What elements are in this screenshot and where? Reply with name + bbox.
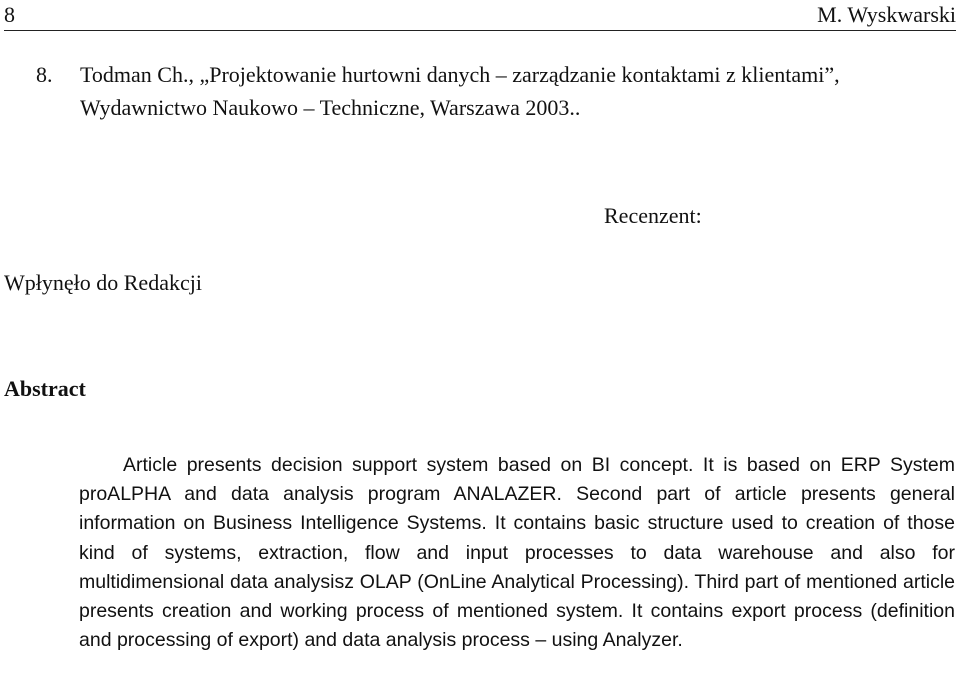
running-header bbox=[4, 0, 956, 31]
abstract-heading: Abstract bbox=[4, 376, 86, 401]
reference-line-1: Todman Ch., „Projektowanie hurtowni danych – zarządzanie kontaktami z klientami”, bbox=[80, 62, 840, 87]
reference-number: 8. bbox=[36, 62, 53, 87]
abstract-text: Article presents decision support system based on BI concept. It is based on ERP System proALPHA and data analysis program ANALAZER. Second part of article presents general information on Business Intelligence Systems. It contains basic structure used to creation of those kind of systems, extraction, flow and input processes to data warehouse and also for multidimensional data analysisz OLAP (OnLine Analytical Processing). Third part of mentioned article presents creation and working process of mentioned system. It contains export process (definition and processing of export) and data analysis process – using Analyzer. bbox=[79, 454, 955, 652]
page-number: 8 bbox=[4, 2, 15, 27]
running-author: M. Wyskwarski bbox=[817, 2, 956, 27]
reference-entry bbox=[36, 58, 951, 124]
reference-line-2: Wydawnictwo Naukowo – Techniczne, Warszawa 2003.. bbox=[80, 95, 581, 120]
reviewer-label: Recenzent: bbox=[604, 203, 702, 228]
received-label: Wpłynęło do Redakcji bbox=[4, 270, 202, 295]
